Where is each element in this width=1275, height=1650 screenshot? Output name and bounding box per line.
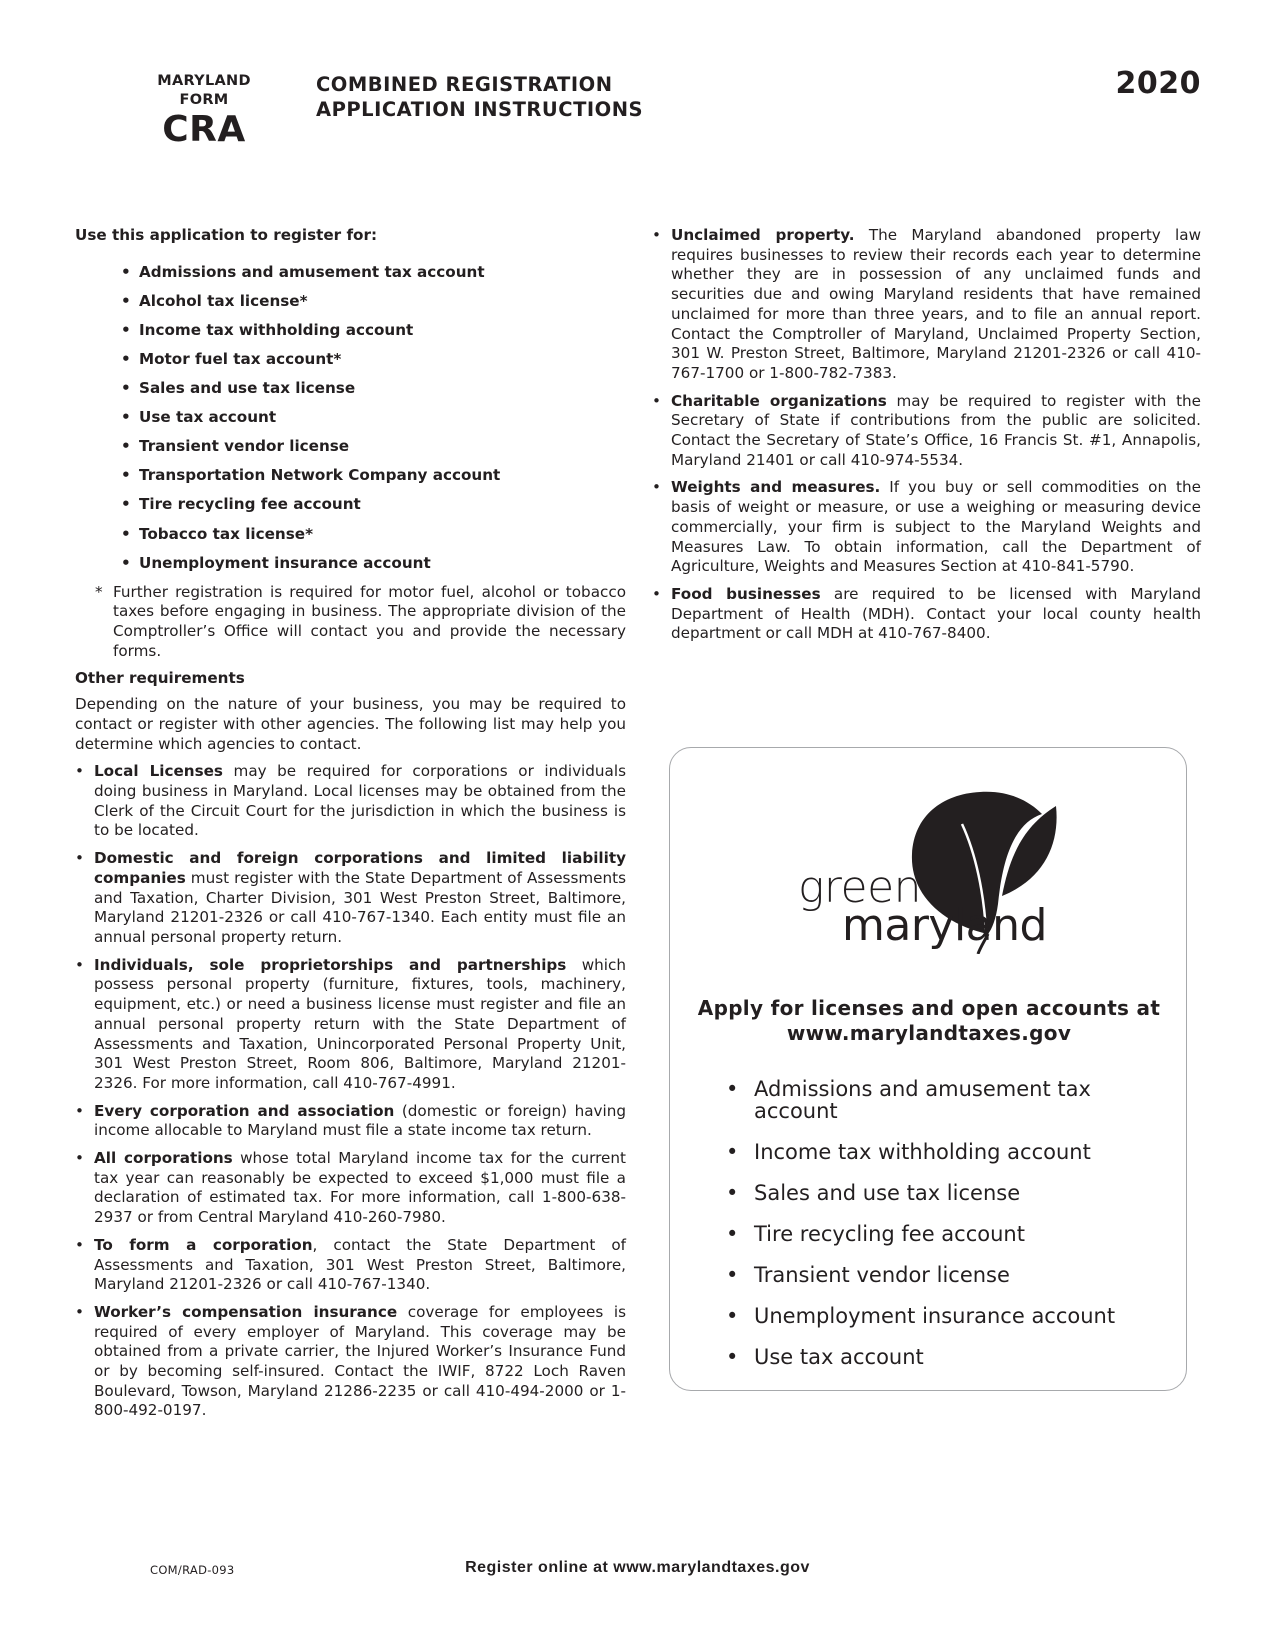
list-item: • Sales and use tax license	[121, 379, 356, 398]
list-item: • Unemployment insurance account	[726, 1304, 1116, 1328]
bullet-icon: •	[652, 226, 661, 244]
bullet-icon: •	[121, 437, 131, 456]
bullet-icon: •	[121, 466, 131, 485]
requirement-item: • Worker’s compensation insurance coverage for employees is required of every employer of Maryland. This coverage may be obtained from a private carrier, the Injured Worker’s Insurance Fund or by becoming self-insured. Contact the IWIF, 8722 Loch Raven Boulevard, Towson, Maryland 21286-2235 or call 410-494-2000 or 1-800-492-0197.	[75, 1302, 626, 1420]
bullet-icon: •	[652, 584, 661, 603]
title-line-1: COMBINED REGISTRATION	[316, 73, 613, 96]
bullet-icon: •	[75, 955, 84, 974]
other-requirements-heading: Other requirements	[75, 668, 245, 687]
wordmark-green: green	[798, 862, 922, 913]
list-item: • Income tax withholding account	[726, 1140, 1091, 1164]
form-state: MARYLAND	[157, 73, 251, 89]
requirement-item: • Weights and measures. If you buy or sell commodities on the basis of weight or measure, or use a weighing or measuring device commercially, your firm is subject to the Maryland Weights and Measures Law. To obtain information, call the Department of Agriculture, Weights and Measures Section at 410-841-5790.	[652, 478, 1201, 576]
right-column	[652, 226, 1201, 652]
footer-register-online: Register online at www.marylandtaxes.gov	[465, 1559, 810, 1576]
bullet-icon: •	[121, 408, 131, 427]
bullet-icon: •	[121, 262, 131, 281]
list-item: • Admissions and amusement tax account	[121, 262, 485, 281]
apply-line-1: Apply for licenses and open accounts at	[697, 996, 1161, 1020]
bullet-icon: •	[75, 1101, 84, 1120]
bullet-icon: •	[726, 1222, 739, 1246]
bullet-icon: •	[121, 553, 131, 572]
requirement-item: • Unclaimed property. The Maryland abandoned property law requires businesses to review their records each year to determine whether they are in possession of any unclaimed funds and securities due and owing Maryland residents that have remained unclaimed for more than three years, and to file an annual report. Contact the Comptroller of Maryland, Unclaimed Property Section, 301 W. Preston Street, Baltimore, Maryland 21201-2326 or call 410-767-1700 or 1-800-782-7383.	[652, 226, 1201, 382]
list-item: • Admissions and amusement tax account	[726, 1077, 1091, 1123]
form-code: CRA	[162, 109, 246, 150]
requirement-item: • Every corporation and association (domestic or foreign) having income allocable to Maryland must file a state income tax return.	[75, 1101, 626, 1140]
bullet-icon: •	[121, 495, 131, 514]
bullet-icon: •	[121, 379, 131, 398]
asterisk-mark: *	[95, 582, 103, 601]
requirement-item: • Individuals, sole proprietorships and partnerships which possess personal property (furniture, fixtures, tools, machinery, equipment, etc.) or need a business license must register and file an annual personal property return with the State Department of Assessments and Taxation, Unincorporated Personal Property Unit, 301 West Preston Street, Room 806, Baltimore, Maryland 21201-2326. For more information, call 410-767-4991.	[75, 955, 626, 1092]
form-identifier	[148, 72, 260, 150]
asterisk-note: * Further registration is required for motor fuel, alcohol or tobacco taxes before engaging in business. The appropriate division of the Comptroller’s Office will contact you and provide the necessary forms.	[95, 582, 626, 660]
list-item: • Motor fuel tax account*	[121, 349, 342, 368]
list-item: • Use tax account	[726, 1345, 924, 1369]
bullet-icon: •	[726, 1181, 739, 1205]
list-item: • Unemployment insurance account	[121, 553, 431, 572]
requirement-item: • Food businesses are required to be licensed with Maryland Department of Health (MDH). Contact your local county health department or call MDH at 410-767-8400.	[652, 584, 1201, 643]
title-line-2: APPLICATION INSTRUCTIONS	[316, 98, 644, 121]
bullet-icon: •	[726, 1345, 739, 1369]
green-maryland-promo-box	[669, 747, 1187, 1391]
list-item: • Alcohol tax license*	[121, 291, 308, 310]
bullet-icon: •	[652, 478, 661, 497]
list-item: • Tobacco tax license*	[121, 524, 314, 543]
requirement-item: • All corporations whose total Maryland income tax for the current tax year can reasonably be expected to exceed $1,000 must file a declaration of estimated tax. For more information, call 1-800-638-2937 or from Central Maryland 410-260-7980.	[75, 1149, 626, 1227]
bullet-icon: •	[75, 849, 84, 868]
list-item: • Transient vendor license	[121, 437, 350, 456]
wordmark-maryland: maryland	[842, 900, 1047, 951]
bullet-icon: •	[75, 1302, 84, 1321]
bullet-icon: •	[121, 349, 131, 368]
list-item: • Income tax withholding account	[121, 320, 414, 339]
bullet-icon: •	[121, 291, 131, 310]
apply-online-heading	[670, 996, 1188, 1046]
bullet-icon: •	[726, 1263, 739, 1287]
apply-url: www.marylandtaxes.gov	[786, 1021, 1072, 1045]
left-column	[75, 226, 626, 1429]
online-accounts-list	[726, 1078, 1166, 1387]
list-item: • Sales and use tax license	[726, 1181, 1021, 1205]
form-label: FORM	[179, 92, 229, 108]
bullet-icon: •	[726, 1077, 739, 1101]
list-item: • Tire recycling fee account	[726, 1222, 1025, 1246]
requirement-item: • Local Licenses may be required for corporations or individuals doing business in Maryland. Local licenses may be obtained from the Clerk of the Circuit Court for the jurisdiction in which the business is to be located.	[75, 762, 626, 840]
document-title	[316, 72, 643, 122]
green-maryland-wordmark	[670, 862, 1188, 966]
tax-year: 2020	[1115, 66, 1201, 101]
requirement-item: • Domestic and foreign corporations and limited liability companies must register with the State Department of Assessments and Taxation, Charter Division, 301 West Preston Street, Baltimore, Maryland 21201-2326 or call 410-767-1340. Each entity must file an annual personal property return.	[75, 849, 626, 946]
form-number: COM/RAD-093	[150, 1563, 235, 1577]
list-item: • Transportation Network Company account	[121, 466, 501, 485]
register-list	[75, 263, 626, 574]
list-item: • Tire recycling fee account	[121, 495, 361, 514]
bullet-icon: •	[75, 1149, 84, 1168]
bullet-icon: •	[726, 1140, 739, 1164]
bullet-icon: •	[75, 762, 84, 781]
register-intro: Use this application to register for:	[75, 226, 378, 244]
other-requirements-intro: Depending on the nature of your business, you may be required to contact or register with other agencies. The following list may help you determine which agencies to contact.	[75, 695, 626, 753]
bullet-icon: •	[726, 1304, 739, 1328]
list-item: • Transient vendor license	[726, 1263, 1010, 1287]
bullet-icon: •	[652, 391, 661, 410]
list-item: • Use tax account	[121, 408, 277, 427]
bullet-icon: •	[121, 524, 131, 543]
bullet-icon: •	[75, 1235, 84, 1254]
requirement-item: • Charitable organizations may be required to register with the Secretary of State if contributions from the public are solicited. Contact the Secretary of State’s Office, 16 Francis St. #1, Annapolis, Maryland 21401 or call 410-974-5534.	[652, 391, 1202, 469]
bullet-icon: •	[121, 320, 131, 339]
requirement-item: • To form a corporation, contact the State Department of Assessments and Taxation, 301 West Preston Street, Baltimore, Maryland 21201-2326 or call 410-767-1340.	[75, 1235, 626, 1294]
